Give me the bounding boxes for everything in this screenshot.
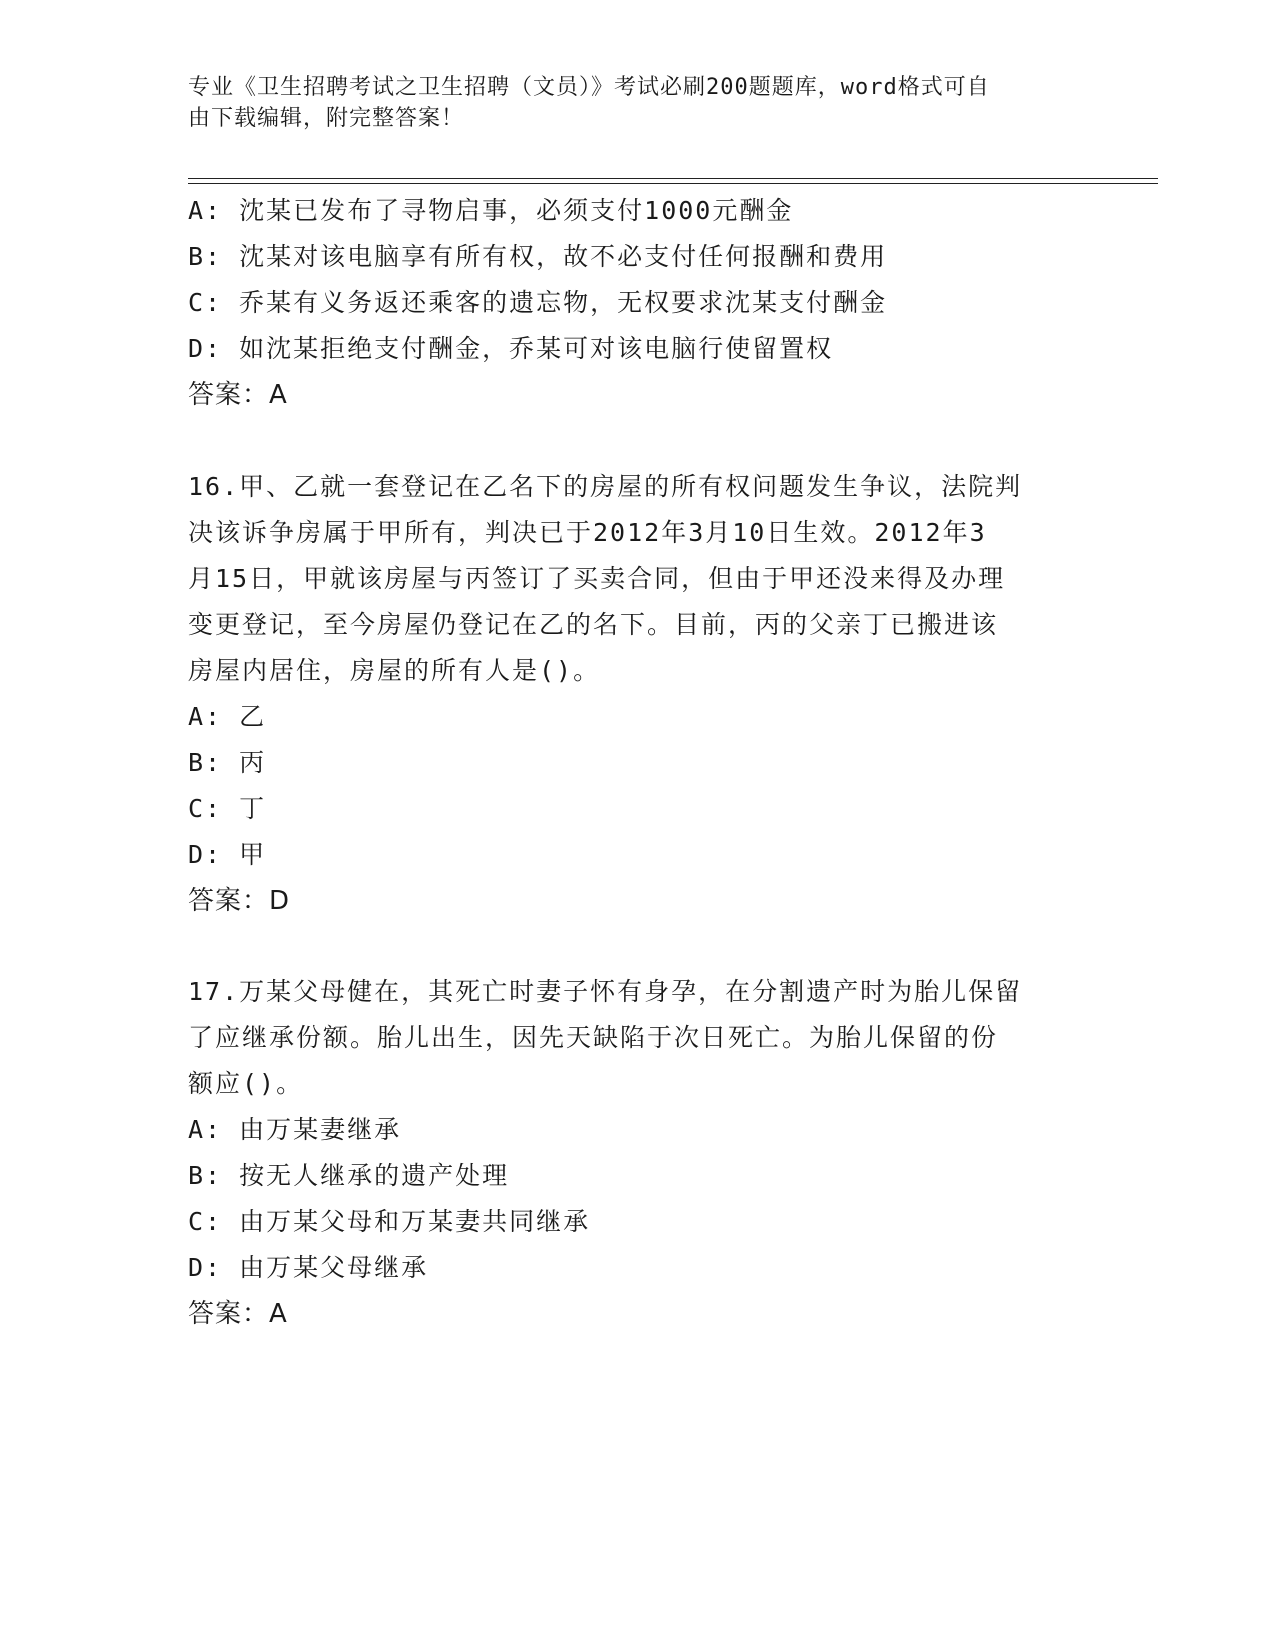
question-text-line: 额应()。 bbox=[188, 1069, 304, 1098]
option-b: B: 丙 bbox=[188, 748, 267, 777]
question-16 bbox=[188, 464, 1088, 924]
question-text-line: 房屋内居住，房屋的所有人是()。 bbox=[188, 656, 601, 685]
option-a: A: 乙 bbox=[188, 702, 267, 731]
question-17 bbox=[188, 969, 1088, 1337]
question-text-line: 决该诉争房属于甲所有，判决已于2012年3月10日生效。2012年3 bbox=[188, 518, 987, 547]
header-line-1: 专业《卫生招聘考试之卫生招聘（文员）》考试必刷200题题库，word格式可自 bbox=[188, 75, 990, 100]
option-d: D: 甲 bbox=[188, 840, 267, 869]
answer: 答案：D bbox=[188, 886, 291, 916]
option-b: B: 按无人继承的遗产处理 bbox=[188, 1161, 510, 1190]
spacer bbox=[188, 924, 1088, 969]
answer: 答案：A bbox=[188, 380, 288, 410]
question-text-line: 16.甲、乙就一套登记在乙名下的房屋的所有权问题发生争议，法院判 bbox=[188, 472, 1023, 501]
question-text-line: 变更登记，至今房屋仍登记在乙的名下。目前，丙的父亲丁已搬进该 bbox=[188, 610, 999, 639]
question-15 bbox=[188, 188, 1088, 418]
option-a: A: 由万某妻继承 bbox=[188, 1115, 402, 1144]
option-d: D: 由万某父母继承 bbox=[188, 1253, 429, 1282]
option-c: C: 由万某父母和万某妻共同继承 bbox=[188, 1207, 591, 1236]
option-d: D: 如沈某拒绝支付酬金，乔某可对该电脑行使留置权 bbox=[188, 334, 834, 363]
option-a: A: 沈某已发布了寻物启事，必须支付1000元酬金 bbox=[188, 196, 794, 225]
question-text-line: 了应继承份额。胎儿出生，因先天缺陷于次日死亡。为胎儿保留的份 bbox=[188, 1023, 999, 1052]
answer: 答案：A bbox=[188, 1299, 288, 1329]
header-divider-bottom bbox=[188, 183, 1158, 184]
question-text-line: 17.万某父母健在，其死亡时妻子怀有身孕，在分割遗产时为胎儿保留 bbox=[188, 977, 1023, 1006]
question-content bbox=[188, 188, 1088, 1337]
option-c: C: 乔某有义务返还乘客的遗忘物，无权要求沈某支付酬金 bbox=[188, 288, 888, 317]
header-line-2: 由下载编辑，附完整答案！ bbox=[188, 106, 465, 131]
question-text-line: 月15日，甲就该房屋与丙签订了买卖合同，但由于甲还没来得及办理 bbox=[188, 564, 1006, 593]
option-b: B: 沈某对该电脑享有所有权，故不必支付任何报酬和费用 bbox=[188, 242, 888, 271]
document-header bbox=[188, 72, 1068, 134]
spacer bbox=[188, 418, 1088, 464]
header-divider-top bbox=[188, 178, 1158, 179]
option-c: C: 丁 bbox=[188, 794, 267, 823]
